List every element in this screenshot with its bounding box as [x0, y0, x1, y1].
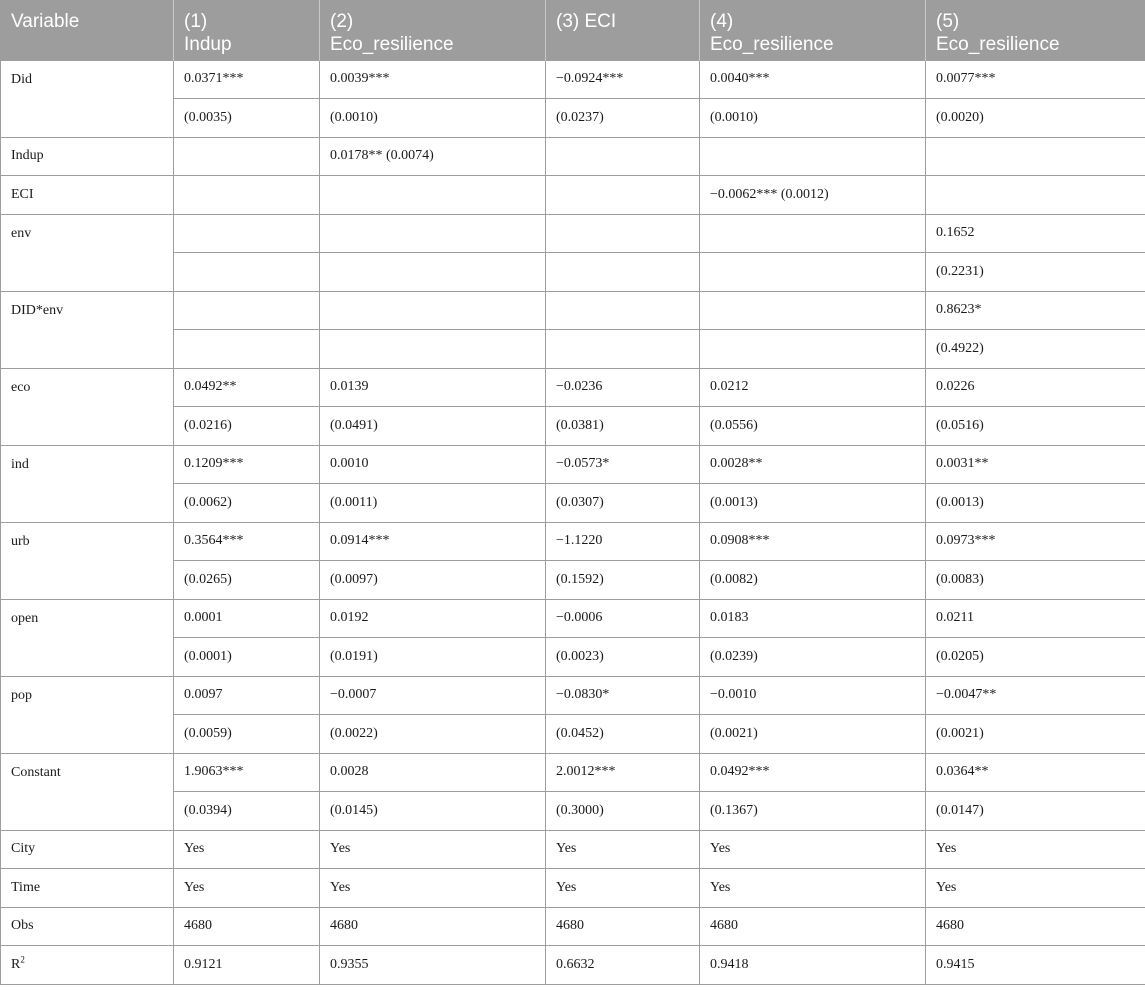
value-cell: 0.0028: [320, 753, 546, 792]
value-cell: 0.0364**: [926, 753, 1145, 792]
variable-cell: [1, 830, 174, 869]
value-cell: Yes: [174, 830, 320, 869]
value-cell: [546, 176, 700, 215]
header-line: (2): [330, 11, 354, 32]
value-cell: 0.0039***: [320, 60, 546, 99]
value-cell: 0.0211: [926, 599, 1145, 638]
value-cell: (0.4922): [926, 330, 1145, 369]
value-cell: 0.0908***: [700, 522, 926, 561]
value-cell: −0.0830*: [546, 676, 700, 715]
variable-cell: [1, 60, 174, 137]
header-model-2: [320, 0, 546, 60]
value-cell: (0.0001): [174, 638, 320, 677]
value-cell: [700, 291, 926, 330]
value-cell: 4680: [174, 907, 320, 946]
value-cell: 0.0001: [174, 599, 320, 638]
value-cell: 4680: [926, 907, 1145, 946]
value-cell: (0.0022): [320, 715, 546, 754]
value-cell: (0.0205): [926, 638, 1145, 677]
header-line: Eco_resilience: [936, 34, 1060, 55]
value-cell: [320, 330, 546, 369]
variable-label: DID*env: [11, 302, 64, 318]
value-cell: 0.3564***: [174, 522, 320, 561]
value-cell: [546, 291, 700, 330]
variable-cell: [1, 676, 174, 753]
value-cell: (0.0191): [320, 638, 546, 677]
value-cell: (0.0011): [320, 484, 546, 523]
table-row: [1, 445, 1145, 484]
table-row: [1, 907, 1145, 946]
variable-label: Did: [11, 71, 32, 87]
value-cell: (0.0010): [320, 99, 546, 138]
value-cell: (0.0023): [546, 638, 700, 677]
value-cell: Yes: [174, 869, 320, 908]
value-cell: Yes: [926, 830, 1145, 869]
value-cell: 0.0212: [700, 368, 926, 407]
value-cell: 0.1652: [926, 214, 1145, 253]
variable-cell: [1, 291, 174, 368]
value-cell: (0.0059): [174, 715, 320, 754]
value-cell: Yes: [926, 869, 1145, 908]
value-cell: [320, 253, 546, 292]
value-cell: (0.0145): [320, 792, 546, 831]
table-row: [1, 946, 1145, 985]
header-line: Eco_resilience: [330, 34, 454, 55]
header-row: [1, 0, 1145, 60]
value-cell: −0.0573*: [546, 445, 700, 484]
value-cell: (0.0021): [700, 715, 926, 754]
value-cell: (0.0021): [926, 715, 1145, 754]
value-cell: 0.0371***: [174, 60, 320, 99]
table-row: [1, 214, 1145, 253]
variable-label: urb: [11, 533, 30, 549]
value-cell: 0.9121: [174, 946, 320, 985]
value-cell: 0.0077***: [926, 60, 1145, 99]
variable-label: pop: [11, 687, 32, 703]
value-cell: Yes: [700, 869, 926, 908]
value-cell: [546, 214, 700, 253]
value-cell: −0.0924***: [546, 60, 700, 99]
value-cell: (0.0216): [174, 407, 320, 446]
value-cell: [926, 176, 1145, 215]
variable-label: Indup: [11, 148, 44, 164]
header-line: Variable: [11, 11, 80, 32]
header-line: Indup: [184, 34, 232, 55]
variable-label: Constant: [11, 764, 61, 780]
value-cell: −0.0010: [700, 676, 926, 715]
variable-label: ECI: [11, 186, 34, 202]
value-cell: 0.1209***: [174, 445, 320, 484]
table-header: [1, 0, 1145, 60]
value-cell: 4680: [320, 907, 546, 946]
value-cell: [700, 214, 926, 253]
header-model-5: [926, 0, 1145, 60]
variable-label: Obs: [11, 918, 34, 934]
value-cell: 2.0012***: [546, 753, 700, 792]
value-cell: [174, 330, 320, 369]
table-row: [1, 137, 1145, 176]
value-cell: 0.9418: [700, 946, 926, 985]
value-cell: (0.0556): [700, 407, 926, 446]
variable-cell: [1, 907, 174, 946]
value-cell: [174, 176, 320, 215]
value-cell: 4680: [546, 907, 700, 946]
variable-label: open: [11, 610, 39, 626]
header-variable: [1, 0, 174, 60]
value-cell: 0.8623*: [926, 291, 1145, 330]
variable-cell: [1, 946, 174, 985]
table-row: [1, 599, 1145, 638]
value-cell: Yes: [546, 869, 700, 908]
value-cell: 0.0010: [320, 445, 546, 484]
header-line: (1): [184, 11, 208, 32]
variable-cell: [1, 214, 174, 291]
value-cell: (0.0097): [320, 561, 546, 600]
value-cell: [320, 214, 546, 253]
value-cell: Yes: [320, 830, 546, 869]
table-row: [1, 60, 1145, 99]
value-cell: 0.0492***: [700, 753, 926, 792]
value-cell: (0.0239): [700, 638, 926, 677]
value-cell: 0.0028**: [700, 445, 926, 484]
variable-cell: [1, 445, 174, 522]
header-line: (3) ECI: [556, 11, 617, 32]
table-row: [1, 869, 1145, 908]
value-cell: (0.0082): [700, 561, 926, 600]
variable-cell: [1, 599, 174, 676]
value-cell: [320, 176, 546, 215]
value-cell: [546, 253, 700, 292]
value-cell: −0.0007: [320, 676, 546, 715]
table-body: [1, 60, 1145, 984]
value-cell: Yes: [320, 869, 546, 908]
value-cell: [546, 137, 700, 176]
value-cell: 4680: [700, 907, 926, 946]
value-cell: [174, 291, 320, 330]
value-cell: [320, 291, 546, 330]
table-row: [1, 522, 1145, 561]
value-cell: 0.0192: [320, 599, 546, 638]
value-cell: (0.1367): [700, 792, 926, 831]
value-cell: (0.0491): [320, 407, 546, 446]
table-row: [1, 676, 1145, 715]
value-cell: (0.2231): [926, 253, 1145, 292]
header-line: (4): [710, 11, 734, 32]
value-cell: −0.0047**: [926, 676, 1145, 715]
variable-cell: [1, 753, 174, 830]
value-cell: [174, 253, 320, 292]
value-cell: 0.0492**: [174, 368, 320, 407]
value-cell: (0.0452): [546, 715, 700, 754]
table-row: [1, 291, 1145, 330]
variable-cell: [1, 522, 174, 599]
value-cell: (0.0394): [174, 792, 320, 831]
value-cell: 0.0973***: [926, 522, 1145, 561]
value-cell: [174, 214, 320, 253]
value-cell: [926, 137, 1145, 176]
header-line: Eco_resilience: [710, 34, 834, 55]
value-cell: 0.0040***: [700, 60, 926, 99]
value-cell: (0.0010): [700, 99, 926, 138]
value-cell: (0.0516): [926, 407, 1145, 446]
value-cell: (0.3000): [546, 792, 700, 831]
value-cell: (0.0381): [546, 407, 700, 446]
value-cell: (0.0083): [926, 561, 1145, 600]
variable-label: ind: [11, 456, 29, 472]
value-cell: 0.0183: [700, 599, 926, 638]
value-cell: [174, 137, 320, 176]
variable-cell: [1, 368, 174, 445]
table-row: [1, 830, 1145, 869]
table-row: [1, 368, 1145, 407]
value-cell: (0.0020): [926, 99, 1145, 138]
value-cell: [546, 330, 700, 369]
value-cell: 0.0139: [320, 368, 546, 407]
value-cell: (0.1592): [546, 561, 700, 600]
variable-label: Time: [11, 879, 41, 895]
value-cell: [700, 137, 926, 176]
value-cell: 0.6632: [546, 946, 700, 985]
variable-cell: [1, 176, 174, 215]
variable-cell: [1, 869, 174, 908]
variable-cell: [1, 137, 174, 176]
variable-superscript: 2: [20, 954, 25, 965]
value-cell: (0.0147): [926, 792, 1145, 831]
value-cell: (0.0307): [546, 484, 700, 523]
value-cell: 0.0031**: [926, 445, 1145, 484]
value-cell: 1.9063***: [174, 753, 320, 792]
value-cell: (0.0013): [926, 484, 1145, 523]
value-cell: Yes: [546, 830, 700, 869]
variable-label: eco: [11, 379, 31, 395]
value-cell: 0.0914***: [320, 522, 546, 561]
value-cell: 0.0226: [926, 368, 1145, 407]
table-row: [1, 176, 1145, 215]
value-cell: 0.9415: [926, 946, 1145, 985]
value-cell: 0.9355: [320, 946, 546, 985]
value-cell: −0.0006: [546, 599, 700, 638]
header-model-4: [700, 0, 926, 60]
value-cell: 0.0178** (0.0074): [320, 137, 546, 176]
value-cell: [700, 253, 926, 292]
variable-label: City: [11, 841, 36, 857]
value-cell: Yes: [700, 830, 926, 869]
value-cell: (0.0237): [546, 99, 700, 138]
value-cell: 0.0097: [174, 676, 320, 715]
header-model-1: [174, 0, 320, 60]
value-cell: (0.0265): [174, 561, 320, 600]
value-cell: (0.0035): [174, 99, 320, 138]
value-cell: −0.0236: [546, 368, 700, 407]
value-cell: [700, 330, 926, 369]
header-line: (5): [936, 11, 960, 32]
value-cell: −1.1220: [546, 522, 700, 561]
value-cell: −0.0062*** (0.0012): [700, 176, 926, 215]
value-cell: (0.0013): [700, 484, 926, 523]
value-cell: (0.0062): [174, 484, 320, 523]
table-row: [1, 753, 1145, 792]
variable-label: env: [11, 225, 32, 241]
header-model-3: [546, 0, 700, 60]
variable-label: R: [11, 956, 21, 972]
